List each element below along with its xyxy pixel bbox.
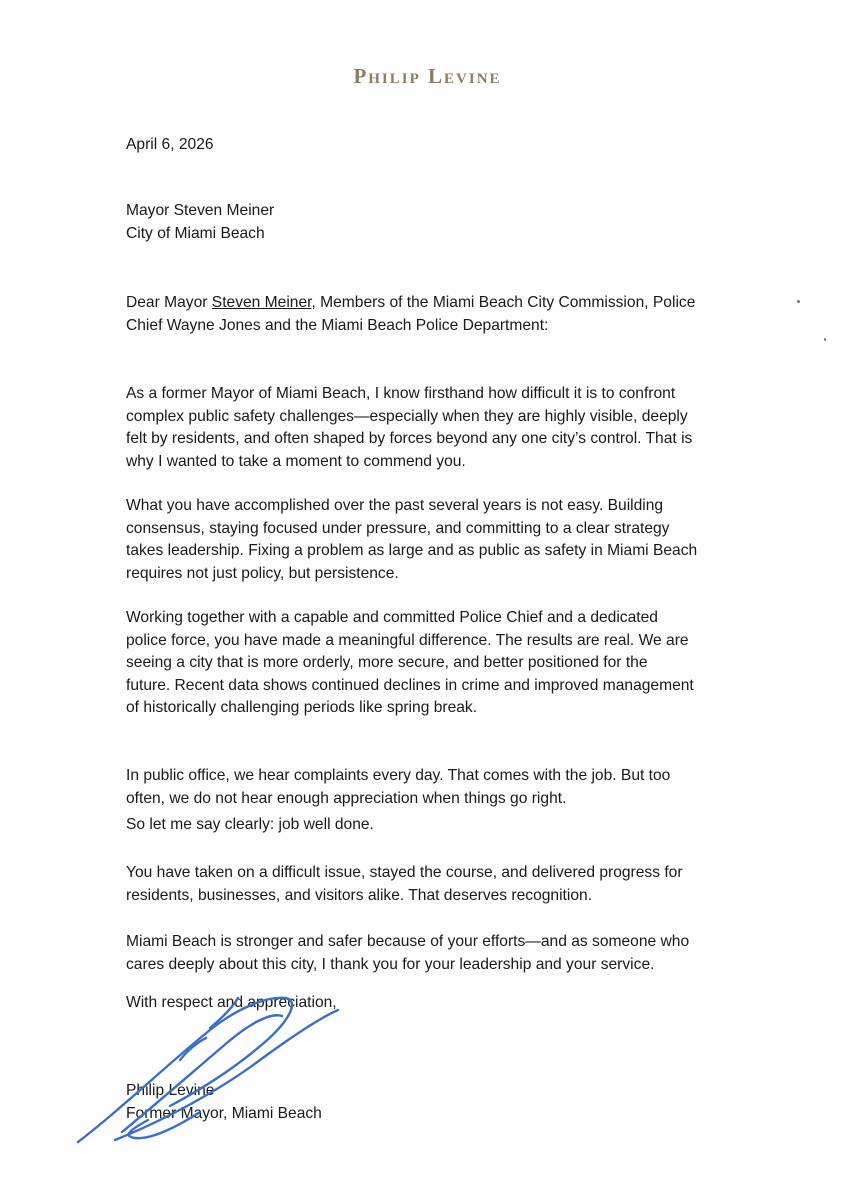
paragraph-line: Miami Beach is stronger and safer because of your efforts—and as someone who (126, 933, 690, 950)
signer-title: Former Mayor, Miami Beach (126, 1105, 322, 1122)
scan-speck (797, 300, 800, 303)
paragraph-line: As a former Mayor of Miami Beach, I know firsthand how difficult it is to confront (126, 385, 676, 402)
paragraph-line: takes leadership. Fixing a problem as large and as public as safety in Miami Beach (126, 542, 698, 559)
recipient-name: Mayor Steven Meiner (126, 202, 275, 219)
paragraph-line: So let me say clearly: job well done. (126, 816, 374, 833)
salutation-line-2: Chief Wayne Jones and the Miami Beach Police Department: (126, 316, 549, 334)
paragraph-1 (126, 383, 736, 473)
paragraph-line: Working together with a capable and committed Police Chief and a dedicated (126, 609, 658, 626)
paragraph-line: police force, you have made a meaningful difference. The results are real. We are (126, 631, 689, 649)
scan-speck (824, 338, 826, 341)
recipient-block (126, 200, 736, 245)
paragraph-7 (126, 931, 736, 976)
salutation-prefix: Dear Mayor (126, 294, 212, 311)
paragraph-line: felt by residents, and often shaped by forces beyond any one city’s control. That is (126, 430, 693, 447)
paragraph-6 (126, 862, 736, 907)
letterhead: Philip Levine (353, 64, 502, 88)
paragraph-line: future. Recent data shows continued declines in crime and improved management (126, 676, 694, 694)
paragraph-3 (126, 607, 736, 720)
paragraph-2 (126, 495, 736, 585)
paragraph-line: In public office, we hear complaints every day. That comes with the job. But too (126, 767, 671, 784)
paragraph-line: cares deeply about this city, I thank you for your leadership and your service. (126, 955, 655, 973)
paragraph-line: requires not just policy, but persistence. (126, 564, 399, 582)
recipient-org: City of Miami Beach (126, 224, 265, 242)
paragraph-line: What you have accomplished over the past several years is not easy. Building (126, 497, 664, 514)
paragraph-4 (126, 765, 736, 810)
salutation-rest: , Members of the Miami Beach City Commission, Police (311, 294, 696, 311)
salutation-line-1 (126, 292, 736, 315)
paragraph-5 (126, 814, 736, 837)
paragraph-line: why I wanted to take a moment to commend you. (126, 452, 466, 470)
paragraph-line: seeing a city that is more orderly, more secure, and better positioned for the (126, 654, 648, 671)
paragraph-line: consensus, staying focused under pressure, and committing to a clear strategy (126, 519, 670, 537)
closing: With respect and appreciation, (126, 994, 337, 1011)
paragraph-line: often, we do not hear enough appreciation when things go right. (126, 789, 567, 807)
paragraph-line: of historically challenging periods like spring break. (126, 699, 478, 716)
paragraph-line: residents, businesses, and visitors alike. That deserves recognition. (126, 886, 593, 904)
salutation (126, 292, 736, 337)
paragraph-line: You have taken on a difficult issue, stayed the course, and delivered progress for (126, 864, 683, 881)
letter-date: April 6, 2026 (126, 136, 214, 153)
signer-name: Philip Levine (126, 1082, 215, 1099)
paragraph-line: complex public safety challenges—especially when they are highly visible, deeply (126, 407, 688, 425)
salutation-underlined-name: Steven Meiner (211, 294, 312, 311)
